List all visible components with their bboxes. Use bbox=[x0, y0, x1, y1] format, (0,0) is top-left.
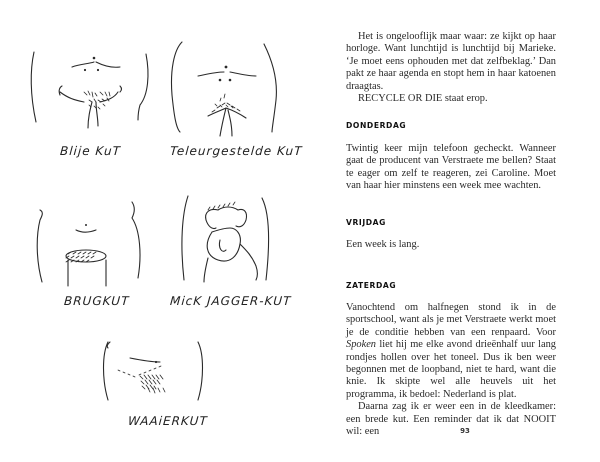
right-page bbox=[300, 0, 600, 462]
drawing-mick-jagger-kut bbox=[178, 194, 278, 284]
page-number: 93 bbox=[460, 427, 470, 435]
illustration-blije-kut bbox=[28, 40, 148, 130]
section-text-donderdag bbox=[346, 143, 556, 193]
section-text-vrijdag bbox=[346, 239, 556, 251]
section-heading-zaterdag: ZATERDAG bbox=[346, 281, 397, 290]
paragraph: Een week is lang. bbox=[346, 239, 420, 250]
drawing-waaierkut bbox=[100, 340, 210, 410]
paragraph bbox=[346, 302, 556, 401]
section-text-zaterdag bbox=[346, 302, 556, 438]
illustration-brugkut bbox=[30, 200, 150, 290]
caption-teleurgestelde-kut: Teleurgestelde KuT bbox=[169, 144, 303, 158]
section-heading-vrijdag: VRIJDAG bbox=[346, 218, 386, 227]
text-run: liet hij me elke avond drieënhalf uur lang rondjes hollen over het toneel. Dus ik ben weer begonnen met de loopband, niet te hard, want die knie. Ik skipte wel alle heuvels uit het programma, ik bedoel: Nederland is plat. bbox=[346, 339, 556, 400]
italic-title: Spoken bbox=[346, 339, 377, 351]
opening-text bbox=[346, 31, 556, 105]
drawing-blije-kut bbox=[28, 40, 148, 130]
caption-waaierkut: WAAiERKUT bbox=[127, 414, 209, 428]
text-run: Vanochtend om halfnegen stond ik in de sportschool, want als je met Verstraete werkt moet je de conditie hebben van een renpaard. Voor bbox=[346, 302, 556, 338]
paragraph: Daarna zag ik er weer een in de kleedkamer: een brede kut. Een reminder dat ik dat NOOIT wil: een bbox=[346, 401, 556, 438]
illustration-mick-jagger-kut bbox=[178, 194, 278, 284]
illustration-teleurgestelde-kut bbox=[168, 40, 288, 140]
drawing-brugkut bbox=[30, 200, 150, 290]
drawing-teleurgestelde-kut bbox=[168, 40, 288, 140]
caption-mick-jagger-kut: MicK JAGGER-KUT bbox=[169, 294, 292, 308]
caption-blije-kut: Blije KuT bbox=[59, 144, 122, 158]
illustration-waaierkut bbox=[100, 340, 210, 410]
paragraph: RECYCLE OR DIE staat erop. bbox=[358, 93, 488, 105]
section-heading-donderdag: DONDERDAG bbox=[346, 121, 407, 130]
paragraph: Het is ongelooflijk maar waar: ze kijkt op haar horloge. Want lunchtijd is lunchtijd bij Marieke. ‘Je moet eens ophouden met dat zelfbeklag.’ Dan pakt ze haar agenda en stopt hem in haar katoenen draagtas. bbox=[346, 31, 556, 92]
paragraph: Twintig keer mijn telefoon gecheckt. Wanneer gaat de producent van Verstraete me bellen? Staat te eager om zelf te reageren, zei Caroline. Moet van haar hier minstens een week mee wachten. bbox=[346, 143, 556, 192]
caption-brugkut: BRUGKUT bbox=[63, 294, 130, 308]
